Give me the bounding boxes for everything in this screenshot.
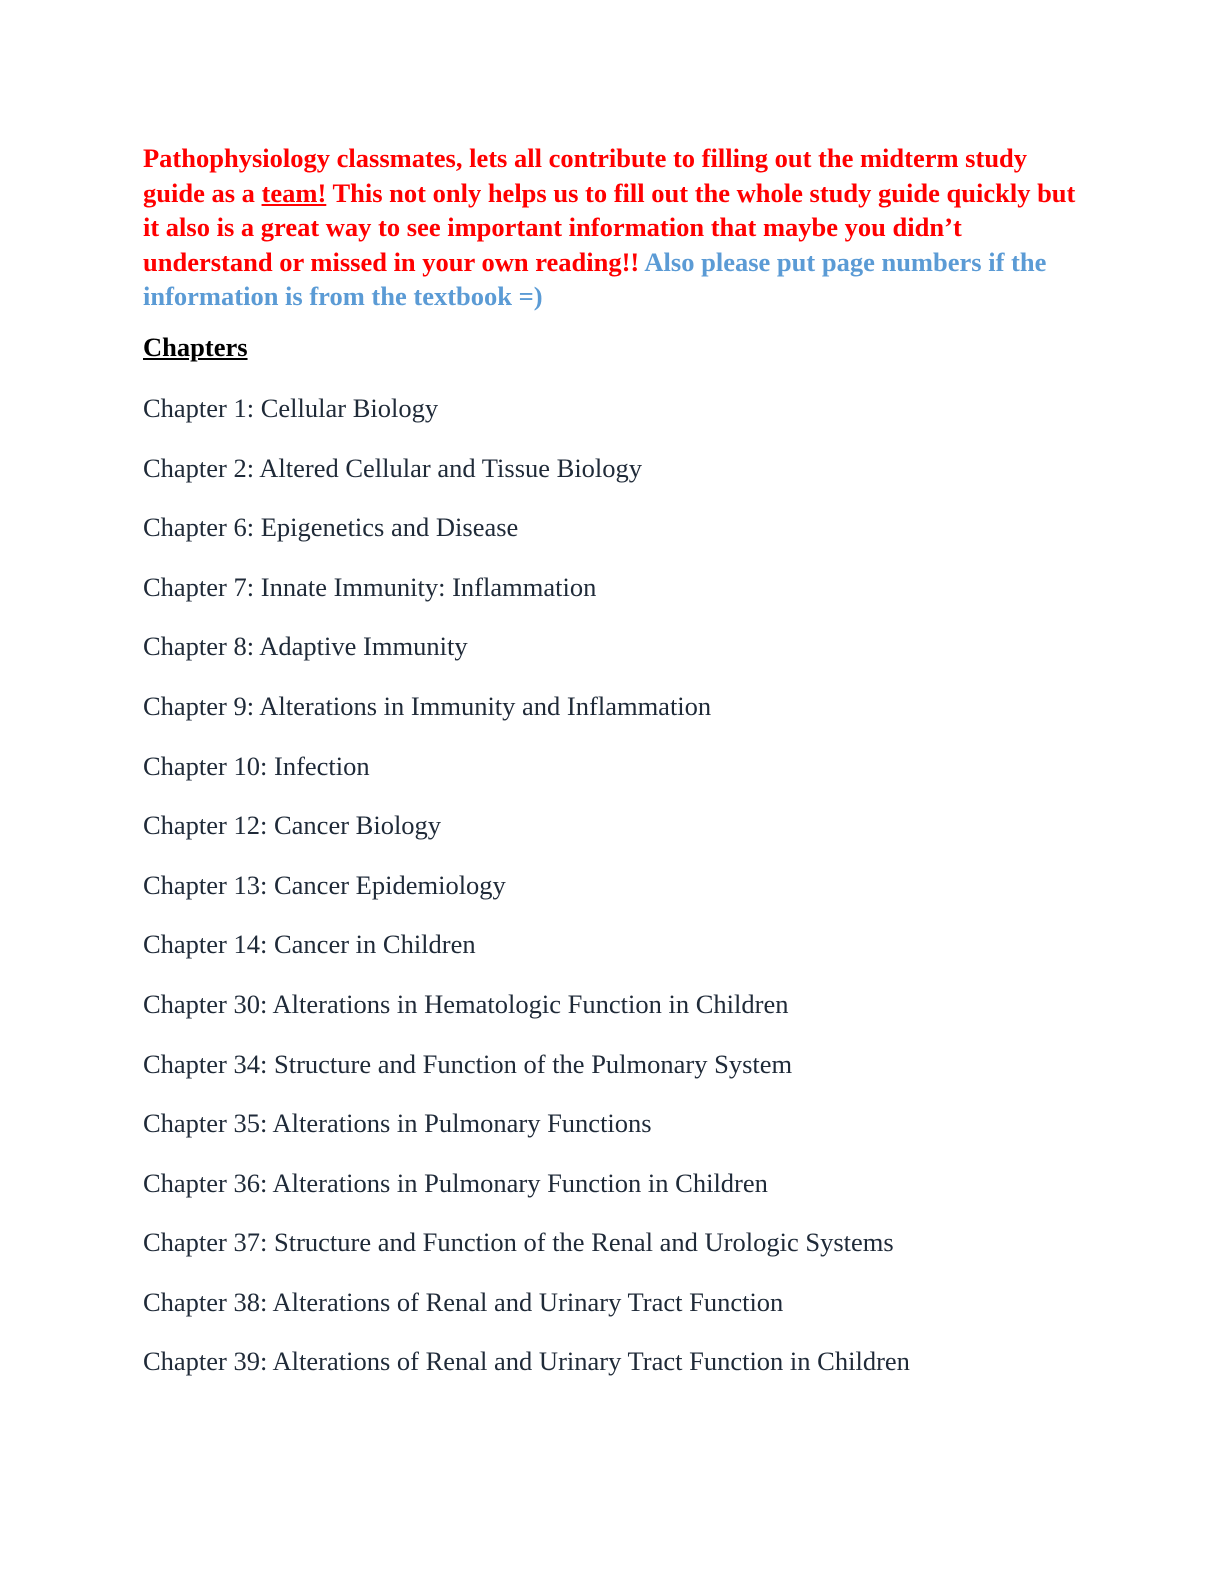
- intro-team-emphasis: team!: [261, 177, 327, 208]
- chapter-item: Chapter 7: Innate Immunity: Inflammation: [143, 571, 597, 602]
- chapter-item: Chapter 10: Infection: [143, 750, 370, 781]
- chapter-item: Chapter 1: Cellular Biology: [143, 392, 439, 423]
- chapter-item: Chapter 39: Alterations of Renal and Urinary Tract Function in Children: [143, 1346, 910, 1377]
- chapter-item: Chapter 9: Alterations in Immunity and Inflammation: [143, 690, 712, 721]
- chapter-item: Chapter 13: Cancer Epidemiology: [143, 869, 506, 900]
- chapter-item: Chapter 34: Structure and Function of the Pulmonary System: [143, 1048, 793, 1079]
- page-number-note: Also please put page numbers if the information is from the textbook =): [143, 246, 1047, 312]
- chapter-item: Chapter 38: Alterations of Renal and Urinary Tract Function: [143, 1286, 784, 1317]
- chapters-heading: Chapters: [143, 331, 248, 362]
- chapter-list: [143, 391, 1083, 1379]
- chapter-item: Chapter 30: Alterations in Hematologic Function in Children: [143, 988, 789, 1019]
- document-content: [143, 141, 1083, 1404]
- chapter-item: Chapter 14: Cancer in Children: [143, 929, 476, 960]
- chapter-item: Chapter 35: Alterations in Pulmonary Functions: [143, 1108, 652, 1139]
- chapter-item: Chapter 2: Altered Cellular and Tissue Biology: [143, 452, 643, 483]
- chapter-item: Chapter 36: Alterations in Pulmonary Function in Children: [143, 1167, 768, 1198]
- chapter-item: Chapter 8: Adaptive Immunity: [143, 631, 468, 662]
- chapter-item: Chapter 12: Cancer Biology: [143, 810, 442, 841]
- chapter-item: Chapter 6: Epigenetics and Disease: [143, 512, 519, 543]
- intro-paragraph: [143, 141, 1083, 314]
- chapter-item: Chapter 37: Structure and Function of the Renal and Urologic Systems: [143, 1227, 894, 1258]
- intro-text-continued: This not only helps us to fill out the whole study guide quickly but it also is a great way to see important information that maybe you didn’t understand or missed in your own reading!!: [143, 177, 1076, 277]
- intro-text-start: Pathophysiology classmates, lets all contribute to filling out the midterm study guide as a: [143, 143, 1028, 208]
